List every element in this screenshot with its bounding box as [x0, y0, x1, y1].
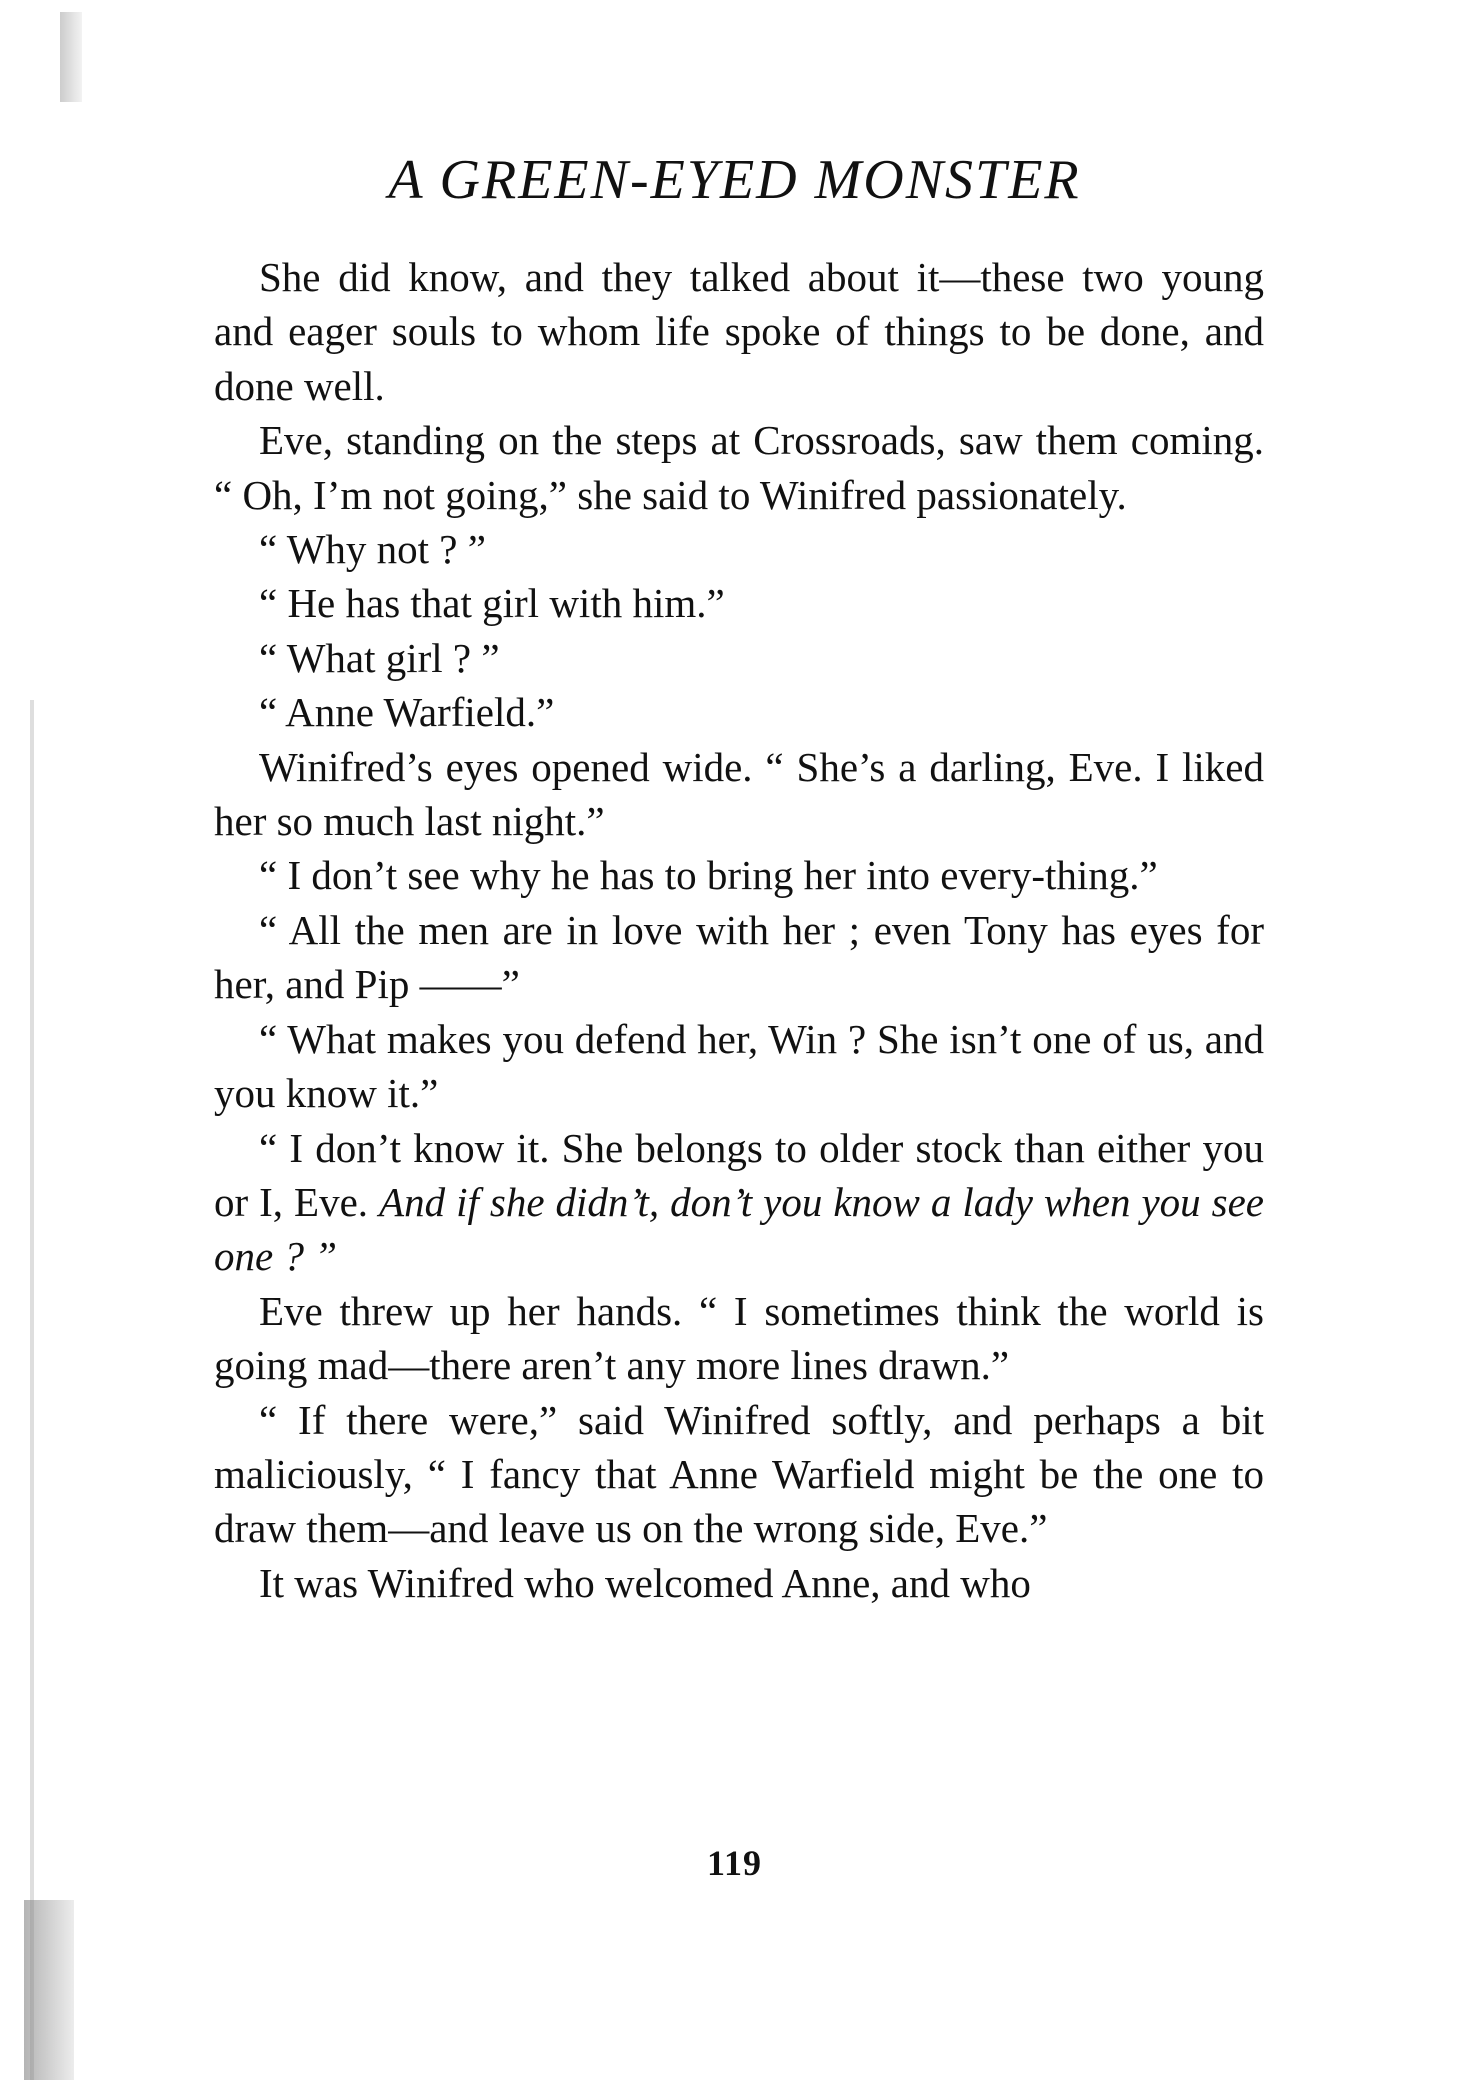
paragraph: “ All the men are in love with her ; even Tony has eyes for her, and Pip ——”: [214, 906, 1264, 1008]
paragraph: “ What girl ? ”: [259, 634, 500, 681]
italic-text: And if she didn’t, don’t you know a lady when you see one ? ”: [214, 1178, 1265, 1280]
paragraph: “ Anne Warfield.”: [259, 689, 555, 736]
paragraph: She did know, and they talked about it—these two young and eager souls to whom life spoke of things to be done, and done well.: [214, 254, 1264, 409]
paragraph: It was Winifred who welcomed Anne, and who: [259, 1559, 1031, 1606]
paragraph: [214, 1121, 1264, 1284]
body-text: [214, 250, 1264, 1610]
paragraph: Eve, standing on the steps at Crossroads, saw them coming. “ Oh, I’m not going,” she said to Winifred passionately.: [214, 417, 1264, 518]
paragraph: “ If there were,” said Winifred softly, and perhaps a bit maliciously, “ I fancy that Anne Warfield might be the one to draw them—and leave us on the wrong side, Eve.”: [214, 1396, 1264, 1552]
page-number: 119: [706, 1843, 762, 1883]
running-header: A GREEN-EYED MONSTER: [388, 149, 1081, 211]
paragraph: “ I don’t see why he has to bring her into every-thing.”: [259, 852, 1158, 899]
paragraph: Winifred’s eyes opened wide. “ She’s a darling, Eve. I liked her so much last night.”: [214, 743, 1264, 845]
paragraph: “ Why not ? ”: [259, 526, 486, 573]
paragraph: Eve threw up her hands. “ I sometimes think the world is going mad—there aren’t any more lines drawn.”: [214, 1287, 1264, 1389]
paragraph-text: “ I don’t know it. She belongs to older stock than either you or I, Eve.: [214, 1124, 1264, 1225]
scan-edge-top: [60, 12, 82, 102]
paragraph: “ He has that girl with him.”: [259, 580, 725, 627]
paragraph: “ What makes you defend her, Win ? She isn’t one of us, and you know it.”: [214, 1015, 1264, 1117]
scan-edge-bottom: [24, 1900, 74, 2080]
